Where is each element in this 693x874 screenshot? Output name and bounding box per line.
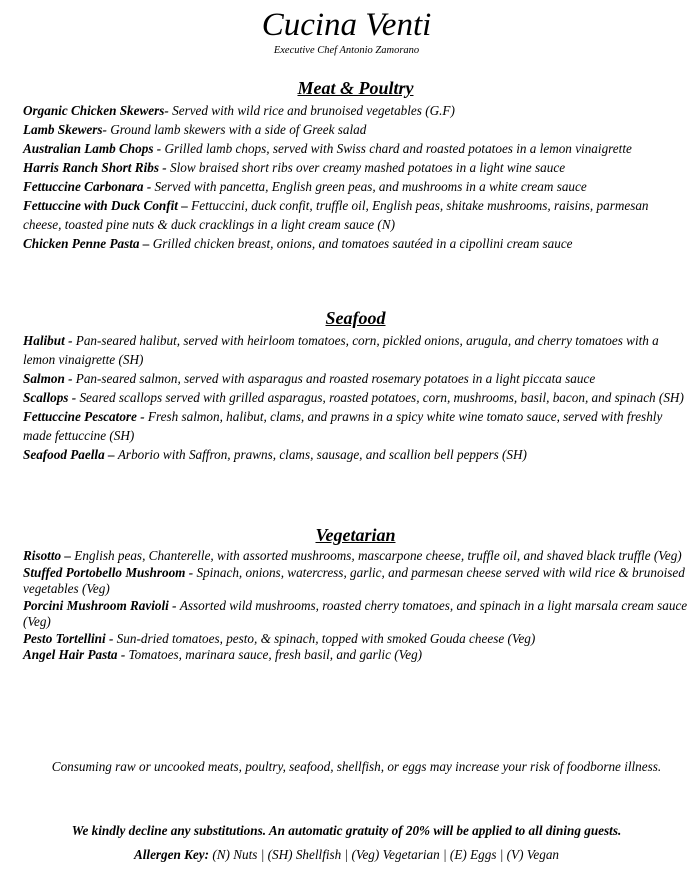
item-name: Halibut xyxy=(23,333,65,348)
item-name: Salmon xyxy=(23,371,65,386)
item-name: Harris Ranch Short Ribs xyxy=(23,160,159,175)
item-description: Pan-seared halibut, served with heirloom tomatoes, corn, pickled onions, arugula, and cherry tomatoes with a lemon vinaigrette (SH) xyxy=(23,333,659,367)
item-separator: - xyxy=(168,597,180,613)
menu-item xyxy=(23,598,688,631)
item-name: Stuffed Portobello Mushroom xyxy=(23,564,186,580)
item-separator: - xyxy=(153,141,165,156)
item-description: Served with wild rice and brunoised vegetables (G.F) xyxy=(172,103,455,118)
item-name: Scallops xyxy=(23,390,69,405)
item-name: Pesto Tortellini xyxy=(23,630,106,646)
item-name: Risotto xyxy=(23,548,62,563)
item-description: English peas, Chanterelle, with assorted mushrooms, mascarpone cheese, truffle oil, and shaved black truffle (Veg) xyxy=(74,548,682,563)
chef-subtitle: Executive Chef Antonio Zamorano xyxy=(273,45,420,56)
item-separator: - xyxy=(102,122,111,137)
item-description: Seared scallops served with grilled asparagus, roasted potatoes, corn, mushrooms, basil, bacon, and spinach (SH) xyxy=(79,390,684,405)
item-description: Ground lamb skewers with a side of Greek salad xyxy=(110,122,367,137)
menu-item xyxy=(23,139,688,158)
item-description: Tomatoes, marinara sauce, fresh basil, and garlic (Veg) xyxy=(128,647,423,662)
allergen-key-label: Allergen Key: xyxy=(133,847,210,862)
section-vegetarian xyxy=(23,524,688,664)
gratuity-policy: We kindly decline any substitutions. An automatic gratuity of 20% will be applied to all dining guests. xyxy=(71,823,622,838)
restaurant-title: Cucina Venti xyxy=(261,7,432,43)
item-name: Seafood Paella xyxy=(23,447,105,462)
allergen-key-values: (N) Nuts | (SH) Shellfish | (Veg) Vegetarian | (E) Eggs | (V) Vegan xyxy=(212,847,560,862)
item-description: Pan-seared salmon, served with asparagus and roasted rosemary potatoes in a light piccata sauce xyxy=(75,371,596,386)
section-heading: Vegetarian xyxy=(315,525,396,545)
item-separator: - xyxy=(105,630,117,646)
menu-item xyxy=(23,369,688,388)
menu-item xyxy=(23,101,688,120)
menu-item xyxy=(23,565,688,598)
item-separator: - xyxy=(68,390,80,405)
menu-item xyxy=(23,120,688,139)
item-separator: – xyxy=(139,236,153,251)
section-heading: Seafood xyxy=(325,308,386,328)
item-name: Lamb Skewers xyxy=(23,122,103,137)
item-name: Australian Lamb Chops xyxy=(23,141,154,156)
section-seafood xyxy=(23,307,688,464)
item-name: Fettuccine Pescatore xyxy=(23,409,137,424)
item-name: Organic Chicken Skewers xyxy=(23,103,165,118)
item-description: Sun-dried tomatoes, pesto, & spinach, topped with smoked Gouda cheese (Veg) xyxy=(116,630,536,646)
item-description: Served with pancetta, English green peas, and mushrooms in a white cream sauce xyxy=(154,179,587,194)
item-separator: - xyxy=(117,647,129,662)
item-name: Fettuccine with Duck Confit xyxy=(23,198,178,213)
item-description: Grilled chicken breast, onions, and tomatoes sautéed in a cipollini cream sauce xyxy=(152,236,573,251)
section-meat-poultry xyxy=(23,77,688,253)
item-description: Slow braised short ribs over creamy mashed potatoes in a light wine sauce xyxy=(169,160,566,175)
menu-item xyxy=(23,445,688,464)
item-separator: - xyxy=(143,179,155,194)
item-description: Fettuccini, duck confit, truffle oil, English peas, shitake mushrooms, raisins, parmesan cheese, toasted pine nuts & duck cracklings in a light cream sauce (N) xyxy=(23,198,649,232)
item-separator: – xyxy=(177,198,192,213)
item-separator: – xyxy=(61,548,75,563)
menu-item xyxy=(23,631,688,648)
menu-item xyxy=(23,234,688,253)
item-description: Arborio with Saffron, prawns, clams, sausage, and scallion bell peppers (SH) xyxy=(117,447,527,462)
item-separator: - xyxy=(158,160,170,175)
menu-item xyxy=(23,331,688,369)
item-name: Porcini Mushroom Ravioli xyxy=(23,597,169,613)
item-separator: – xyxy=(104,447,118,462)
menu-item xyxy=(23,548,688,565)
menu-item xyxy=(23,158,688,177)
item-description: Fresh salmon, halibut, clams, and prawns in a spicy white wine tomato sauce, served with freshly made fettuccine (SH) xyxy=(23,409,663,443)
item-name: Angel Hair Pasta xyxy=(23,647,118,662)
item-description: Spinach, onions, watercress, garlic, and parmesan cheese served with wild rice & brunoised vegetables (Veg) xyxy=(23,564,685,596)
food-safety-warning: Consuming raw or uncooked meats, poultry, seafood, shellfish, or eggs may increase your risk of foodborne illness. xyxy=(51,759,662,774)
menu-item xyxy=(23,647,688,664)
item-name: Fettuccine Carbonara xyxy=(23,179,144,194)
item-separator: - xyxy=(64,371,76,386)
menu-item xyxy=(23,388,688,407)
item-separator: - xyxy=(136,409,148,424)
menu-item xyxy=(23,177,688,196)
item-description: Assorted wild mushrooms, roasted cherry tomatoes, and spinach in a light marsala cream sauce (Veg) xyxy=(23,597,688,629)
menu-item xyxy=(23,407,688,445)
item-name: Chicken Penne Pasta xyxy=(23,236,140,251)
item-description: Grilled lamb chops, served with Swiss chard and roasted potatoes in a lemon vinaigrette xyxy=(164,141,632,156)
item-separator: - xyxy=(185,564,197,580)
item-separator: - xyxy=(164,103,173,118)
section-heading: Meat & Poultry xyxy=(297,78,414,98)
allergen-key xyxy=(0,846,693,864)
menu-item xyxy=(23,196,688,234)
item-separator: - xyxy=(64,333,76,348)
